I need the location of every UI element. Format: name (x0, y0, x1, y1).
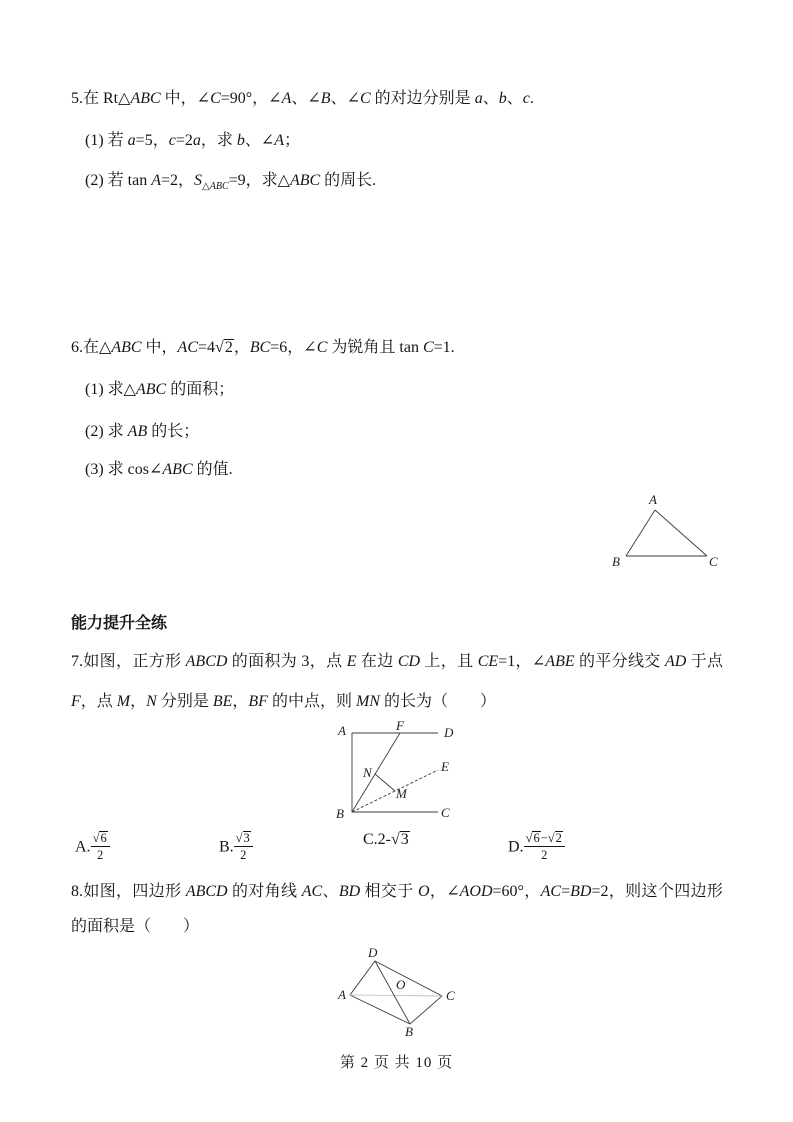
q6-stem: 6.在△ABC 中，AC=4√2，BC=6，∠C 为锐角且 tan C=1. (71, 339, 455, 356)
option-a-fraction: $\frac{√6}{2}$ (91, 831, 110, 863)
option-d-label: D. (508, 838, 524, 856)
option-c-value: 2-√3 (377, 831, 409, 848)
vertex-label-o: O (396, 977, 406, 992)
vertex-label-c: C (446, 988, 455, 1003)
q8-quadrilateral-figure (335, 945, 465, 1040)
q6-part-1: (1) 求△ABC 的面积； (85, 381, 235, 398)
q6-triangle-figure (590, 490, 725, 572)
q5-stem: 5.在 Rt△ABC 中，∠C=90°，∠A、∠B、∠C 的对边分别是 a、b、c. (71, 90, 534, 107)
page-number-footer: 第 2 页 共 10 页 (339, 1055, 454, 1071)
vertex-label-f: F (396, 718, 404, 733)
q7-stem-line-1: 7.如图，正方形 ABCD 的面积为 3，点 E 在边 CD 上，且 CE=1，∠ABE 的平分线交 AD 于点 (71, 653, 723, 670)
q8-stem-line-2: 的面积是（ ） (71, 918, 200, 935)
option-c (363, 831, 410, 849)
q7-stem-line-2: F，点 M，N 分别是 BE，BF 的中点，则 MN 的长为（ ） (71, 693, 496, 710)
vertex-label-a: A (338, 723, 346, 738)
q7-square-figure (333, 718, 491, 823)
option-a (75, 831, 110, 863)
q8-stem-line-1: 8.如图，四边形 ABCD 的对角线 AC、BD 相交于 O，∠AOD=60°，AC=BD=2，则这个四边形 (71, 883, 723, 900)
q6-part-2: (2) 求 AB 的长； (85, 423, 200, 440)
vertex-label-d: D (368, 945, 378, 960)
vertex-label-c: C (441, 805, 450, 820)
vertex-label-m: M (396, 786, 407, 801)
vertex-label-n: N (363, 765, 372, 780)
option-a-label: A. (75, 838, 91, 856)
option-b (219, 831, 253, 863)
vertex-label-a: A (338, 987, 346, 1002)
vertex-label-b: B (336, 806, 344, 821)
vertex-label-b: B (612, 554, 620, 569)
option-c-label: C. (363, 831, 378, 848)
q5-part-1: (1) 若 a=5，c=2a，求 b、∠A； (85, 132, 301, 149)
q5-part-2: (2) 若 tan A=2，$S_{\triangle ABC}=9$，求△ABC 的周长. (85, 172, 377, 193)
option-d-fraction: $\frac{√6-√2}{2}$ (524, 831, 565, 863)
vertex-label-a: A (649, 492, 657, 507)
vertex-label-e: E (441, 759, 449, 774)
vertex-label-b: B (405, 1024, 413, 1039)
option-d (508, 831, 565, 863)
vertex-label-d: D (444, 725, 454, 740)
q6-part-3: (3) 求 cos∠ABC 的值. (85, 461, 233, 478)
option-b-fraction: $\frac{√3}{2}$ (234, 831, 253, 863)
section-heading: 能力提升全练 (71, 615, 168, 632)
option-b-label: B. (219, 838, 234, 856)
vertex-label-c: C (709, 554, 718, 569)
